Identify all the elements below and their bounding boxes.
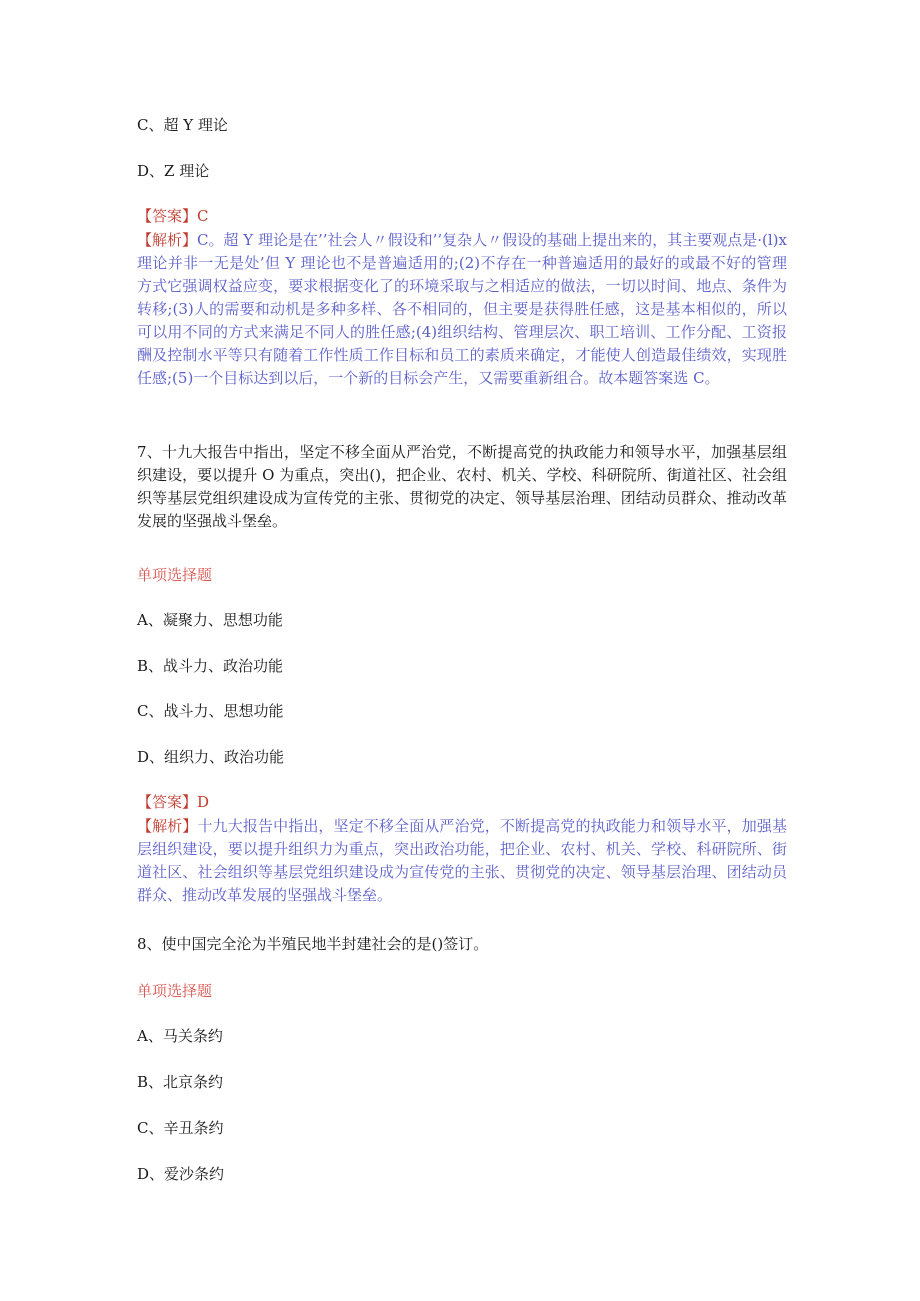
q6-answer xyxy=(137,206,209,226)
q6-analysis xyxy=(137,229,787,390)
answer-label: 【答案】 xyxy=(137,207,198,225)
q8-option-d: D、爱沙条约 xyxy=(137,1165,225,1183)
q7-stem: 7、十九大报告中指出，坚定不移全面从严治党，不断提高党的执政能力和领导水平，加强基层组织建设，要以提升 O 为重点，突出()，把企业、农村、机关、学校、科研院所、街道社区、社会组织等基层党组织建设成为宣传党的主张、贯彻党的决定、领导基层治理、团结动员群众、推动改革发展的坚强战斗堡垒。 xyxy=(137,443,787,530)
analysis-label: 【解析】 xyxy=(137,817,198,835)
q7-option-b: B、战斗力、政治功能 xyxy=(137,657,284,675)
q6-option-d: D、Z 理论 xyxy=(137,162,210,180)
q7-option-c: C、战斗力、思想功能 xyxy=(137,702,284,720)
q8-option-a: A、马关条约 xyxy=(137,1027,223,1045)
q8-stem: 8、使中国完全沦为半殖民地半封建社会的是()签订。 xyxy=(137,935,489,953)
analysis-text: C。超 Y 理论是在’’社会人〃假设和’’复杂人〃假设的基础上提出来的，其主要观点是·(l)x 理论并非一无是处’但 Y 理论也不是普遍适用的;(2)不存在一种普遍适用的最好的或最不好的管理方式它强调权益应变，要求根据变化了的环境采取与之相适应的做法，一切以时间、地点、条件为转移;(3)人的需要和动机是多种多样、各不相同的，但主要是获得胜任感，这是基本相似的，所以可以用不同的方式来满足不同人的胜任感;(4)组织结构、管理层次、职工培训、工作分配、工资报酬及控制水平等只有随着工作性质工作目标和员工的素质来确定，才能使人创造最佳绩效，实现胜任感;(5)一个目标达到以后，一个新的目标会产生，又需要重新组合。故本题答案选 C。 xyxy=(137,231,787,387)
analysis-text: 十九大报告中指出，坚定不移全面从严治党，不断提高党的执政能力和领导水平，加强基层组织建设，要以提升组织力为重点，突出政治功能，把企业、农村、机关、学校、科研院所、街道社区、社会组织等基层党组织建设成为宣传党的主张、贯彻党的决定、领导基层治理、团结动员群众、推动改革发展的坚强战斗堡垒。 xyxy=(137,817,787,904)
analysis-label: 【解析】 xyxy=(137,231,198,249)
answer-value: D xyxy=(197,793,210,811)
q8-option-b: B、北京条约 xyxy=(137,1073,224,1091)
q7-analysis xyxy=(137,815,787,907)
answer-label: 【答案】 xyxy=(137,793,198,811)
q7-option-d: D、组织力、政治功能 xyxy=(137,748,285,766)
q7-type: 单项选择题 xyxy=(137,566,213,584)
q8-option-c: C、辛丑条约 xyxy=(137,1119,224,1137)
q6-option-c: C、超 Y 理论 xyxy=(137,116,228,134)
answer-value: C xyxy=(197,207,209,225)
q7-option-a: A、凝聚力、思想功能 xyxy=(137,611,283,629)
q8-type: 单项选择题 xyxy=(137,982,213,1000)
q7-answer xyxy=(137,792,209,812)
